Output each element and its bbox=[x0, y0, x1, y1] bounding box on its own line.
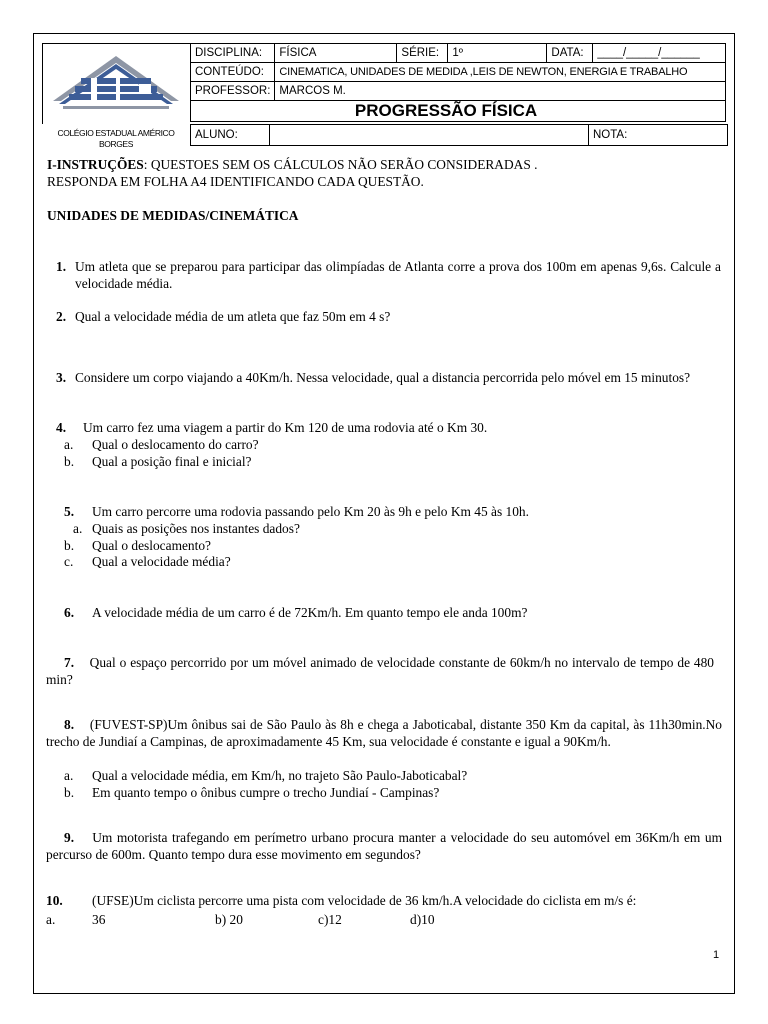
professor-label: PROFESSOR: bbox=[191, 82, 275, 101]
data-label: DATA: bbox=[547, 44, 593, 63]
student-table bbox=[190, 124, 728, 146]
item-letter: a. bbox=[64, 768, 74, 783]
conteudo-label: CONTEÚDO: bbox=[191, 63, 275, 82]
question-number: 3. bbox=[56, 370, 67, 385]
item-letter: a. bbox=[73, 521, 83, 536]
aluno-field bbox=[270, 125, 589, 146]
disciplina-label: DISCIPLINA: bbox=[191, 44, 275, 63]
question-number: 2. bbox=[56, 309, 67, 324]
aluno-label: ALUNO: bbox=[191, 125, 270, 146]
item-letter: a. bbox=[64, 437, 74, 452]
item-letter: b. bbox=[64, 538, 75, 553]
question-text: Um carro percorre uma rodovia passando pelo Km 20 às 9h e pelo Km 45 às 10h. bbox=[92, 504, 529, 519]
serie-value: 1º bbox=[448, 44, 547, 63]
question-number: 10. bbox=[46, 893, 63, 908]
professor-value: MARCOS M. bbox=[275, 82, 726, 101]
nota-label: NOTA: bbox=[589, 125, 728, 146]
question-number: 6. bbox=[64, 605, 75, 620]
item-text: Qual o deslocamento? bbox=[92, 538, 211, 553]
question-text: Um carro fez uma viagem a partir do Km 120 de uma rodovia até o Km 30. bbox=[83, 420, 488, 435]
section-title: UNIDADES DE MEDIDAS/CINEMÁTICA bbox=[47, 208, 299, 223]
option-b: b) 20 bbox=[215, 912, 243, 927]
item-text: Qual o deslocamento do carro? bbox=[92, 437, 259, 452]
option-a-letter: a. bbox=[46, 912, 56, 927]
item-text: Qual a velocidade média? bbox=[92, 554, 231, 569]
question-text bbox=[46, 717, 722, 750]
option-c: c)12 bbox=[318, 912, 342, 927]
question-number: 8. bbox=[64, 717, 75, 732]
question-text-inline: Um motorista trafegando em perímetro urbano procura manter a velocidade do seu automóvel em 36Km/h em um percurso de 600m. Quanto tempo dura esse movimento em segundos? bbox=[46, 830, 722, 862]
instructions-line2: RESPONDA EM FOLHA A4 IDENTIFICANDO CADA QUESTÃO. bbox=[47, 173, 424, 189]
question-text: Considere um corpo viajando a 40Km/h. Nessa velocidade, qual a distancia percorrida pelo móvel em 15 minutos? bbox=[75, 370, 691, 385]
serie-label: SÉRIE: bbox=[397, 44, 448, 63]
school-logo-icon bbox=[43, 44, 189, 123]
question-text-inline: (FUVEST-SP)Um ônibus sai de São Paulo às 8h e chega a Jaboticabal, distante 350 Km da capital, às 11h30min.No trecho de Jundiaí a Campinas, de aproximadamente 45 Km, sua velocidade é constante e igual a 90Km/h. bbox=[46, 717, 723, 749]
question-number: 5. bbox=[64, 504, 75, 519]
item-letter: b. bbox=[64, 454, 75, 469]
question-text bbox=[46, 830, 722, 863]
school-name: COLÉGIO ESTADUAL AMÉRICO BORGES bbox=[57, 128, 175, 149]
instructions-label: I-INSTRUÇÕES bbox=[47, 157, 144, 172]
disciplina-value: FÍSICA bbox=[275, 44, 397, 63]
question-text: (UFSE)Um ciclista percorre uma pista com velocidade de 36 km/h.A velocidade do ciclista em m/s é: bbox=[92, 893, 637, 908]
page-title: PROGRESSÃO FÍSICA bbox=[275, 101, 726, 122]
question-number: 4. bbox=[56, 420, 67, 435]
item-text: Qual a posição final e inicial? bbox=[92, 454, 252, 469]
question-text: A velocidade média de um carro é de 72Km/h. Em quanto tempo ele anda 100m? bbox=[92, 605, 528, 620]
instructions-line1: : QUESTOES SEM OS CÁLCULOS NÃO SERÃO CONSIDERADAS . bbox=[143, 157, 538, 172]
question-text-inline: Qual o espaço percorrido por um móvel animado de velocidade constante de 60km/h no intervalo de tempo de 480 min? bbox=[46, 655, 715, 687]
item-text: Em quanto tempo o ônibus cumpre o trecho Jundiaí - Campinas? bbox=[92, 785, 440, 800]
item-letter: c. bbox=[64, 554, 74, 569]
item-text: Quais as posições nos instantes dados? bbox=[92, 521, 300, 536]
conteudo-value: CINEMATICA, UNIDADES DE MEDIDA ,LEIS DE NEWTON, ENERGIA E TRABALHO bbox=[275, 63, 726, 82]
question-text: Um atleta que se preparou para participar das olimpíadas de Atlanta corre a prova dos 100m em apenas 9,6s. Calcule a velocidade média. bbox=[75, 259, 721, 291]
item-letter: b. bbox=[64, 785, 75, 800]
question-text: Qual a velocidade média de um atleta que faz 50m em 4 s? bbox=[75, 309, 391, 324]
option-a: 36 bbox=[92, 912, 106, 927]
question-number: 1. bbox=[56, 259, 67, 274]
page-number: 1 bbox=[713, 949, 720, 961]
instructions bbox=[47, 157, 727, 190]
item-text: Qual a velocidade média, em Km/h, no trajeto São Paulo-Jaboticabal? bbox=[92, 768, 468, 783]
data-value: ____/_____/______ bbox=[593, 44, 726, 63]
question-text bbox=[46, 655, 714, 688]
question-number: 7. bbox=[64, 655, 75, 670]
header-table bbox=[190, 43, 726, 122]
question-number: 9. bbox=[64, 830, 75, 845]
logo-cell bbox=[42, 43, 190, 124]
option-d: d)10 bbox=[410, 912, 435, 927]
